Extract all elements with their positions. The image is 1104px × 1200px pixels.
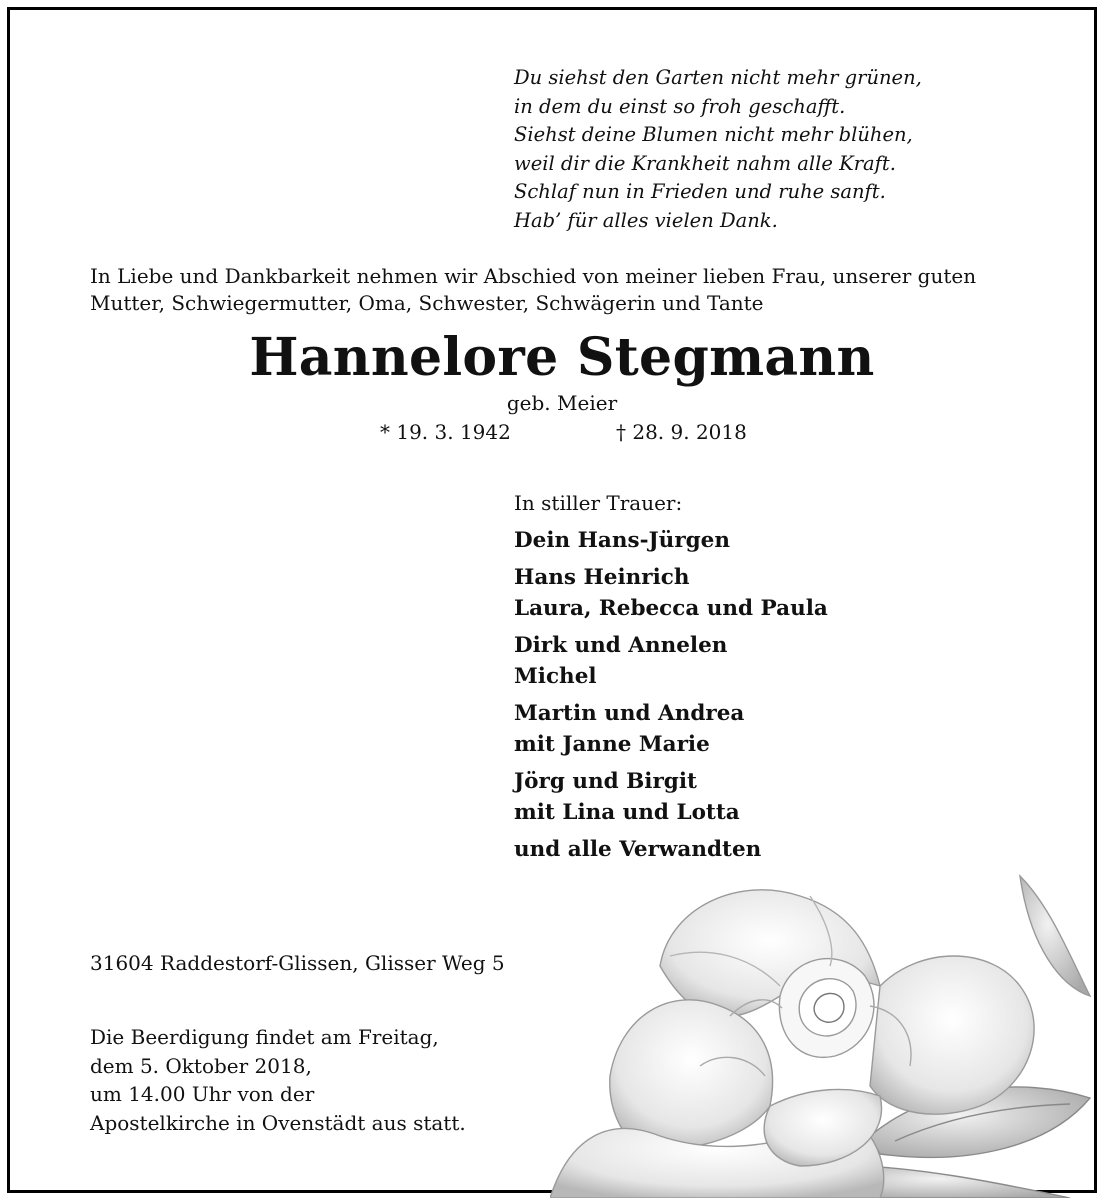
mourner-line: Dirk und Annelen: [514, 633, 728, 658]
poem-line: weil dir die Krankheit nahm alle Kraft.: [514, 151, 896, 175]
funeral-line: um 14.00 Uhr von der: [90, 1082, 315, 1106]
family-address: 31604 Raddestorf-Glissen, Glisser Weg 5: [90, 951, 505, 975]
mourner-group: [514, 766, 828, 828]
mourner-line: Dein Hans-Jürgen: [514, 528, 730, 553]
intro-line: Mutter, Schwiegermutter, Oma, Schwester, Schwägerin und Tante: [90, 291, 764, 315]
mourner-group: [514, 562, 828, 624]
rose-illustration: [550, 836, 1095, 1198]
mourner-line: mit Lina und Lotta: [514, 800, 740, 825]
funeral-line: Apostelkirche in Ovenstädt aus statt.: [90, 1110, 466, 1135]
mourner-group: [514, 525, 828, 556]
deceased-name: Hannelore Stegmann: [249, 327, 875, 388]
poem-line: Schlaf nun in Frieden und ruhe sanft.: [514, 180, 886, 204]
farewell-intro: [90, 263, 976, 317]
poem-line: Du siehst den Garten nicht mehr grünen,: [514, 66, 922, 89]
obituary-frame: [7, 7, 1097, 1193]
mourners-list: [514, 490, 828, 871]
funeral-line: Die Beerdigung findet am Freitag,: [90, 1025, 439, 1049]
mourner-line: Jörg und Birgit: [514, 769, 697, 794]
memorial-poem: [514, 64, 922, 236]
poem-line: in dem du einst so froh geschafft.: [514, 94, 846, 118]
mourner-group: [514, 698, 828, 760]
mourner-line: Laura, Rebecca und Paula: [514, 596, 828, 621]
mourner-line: Michel: [514, 664, 597, 689]
mourner-group: [514, 630, 828, 692]
birth-date: * 19. 3. 1942: [380, 420, 511, 444]
mourner-line: Hans Heinrich: [514, 565, 690, 590]
funeral-line: dem 5. Oktober 2018,: [90, 1053, 312, 1078]
mourner-line: mit Janne Marie: [514, 732, 710, 757]
poem-line: Siehst deine Blumen nicht mehr blühen,: [514, 123, 913, 147]
maiden-name: geb. Meier: [506, 391, 618, 415]
intro-line: In Liebe und Dankbarkeit nehmen wir Abschied von meiner lieben Frau, unserer guten: [90, 264, 977, 288]
death-date: † 28. 9. 2018: [616, 420, 747, 444]
mourner-line: Martin und Andrea: [514, 701, 745, 726]
mourners-heading: In stiller Trauer:: [514, 491, 683, 515]
mourner-line: und alle Verwandten: [514, 837, 762, 862]
funeral-notice: [90, 1023, 466, 1137]
poem-line: Hab’ für alles vielen Dank.: [514, 208, 778, 232]
